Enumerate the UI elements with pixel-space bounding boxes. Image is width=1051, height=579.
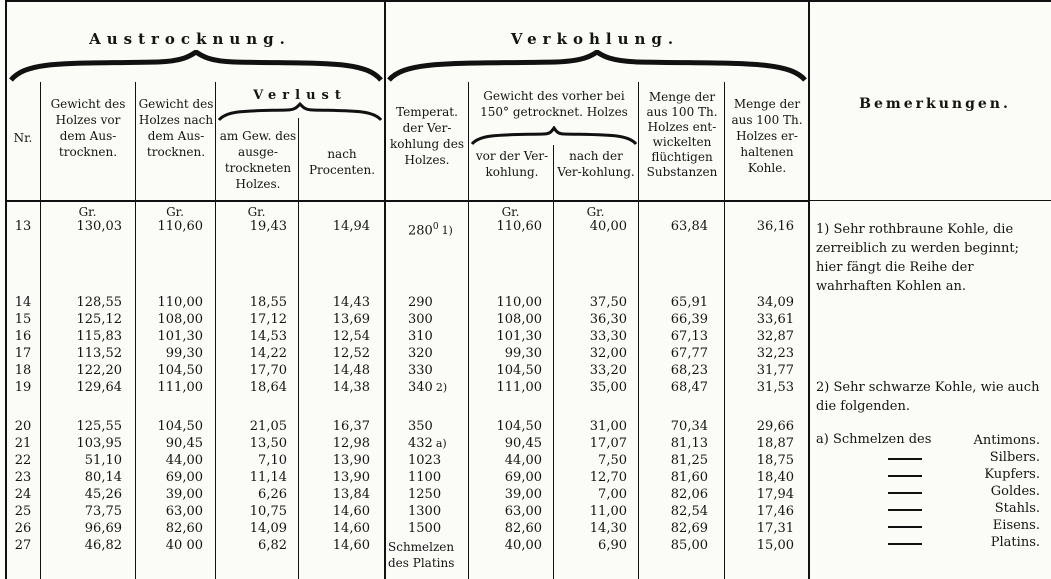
temperature-value: 432 [408, 436, 433, 451]
cell-temperature [408, 220, 453, 238]
cell-v1: 115,83 [76, 329, 122, 344]
cell-temperature [408, 437, 447, 451]
cell-m: 63,84 [670, 219, 708, 234]
header-nr: Nr. [13, 131, 33, 145]
cell-k: 17,46 [756, 504, 794, 519]
brace-verlust [217, 102, 383, 122]
cell-k: 18,87 [756, 436, 794, 451]
cell-v2: 99,30 [165, 346, 203, 361]
cell-v4: 12,52 [332, 346, 370, 361]
header-bemerkungen: Bemerkungen. [859, 96, 1011, 112]
cell-v2: 44,00 [165, 453, 203, 468]
metal-name: Silbers. [989, 450, 1040, 465]
cell-nr: 17 [14, 346, 32, 361]
cell-v3: 17,70 [249, 363, 287, 378]
cell-v1: 125,12 [76, 312, 122, 327]
cell-v1: 51,10 [84, 453, 122, 468]
remark-1: 1) Sehr rothbraune Kohle, die zerreiblich zu werden beginnt; hier fängt die Reihe der wahrhaften Kohlen an. [816, 222, 1019, 294]
unit-label: Gr. [586, 205, 605, 219]
footnote-ref: a) [435, 437, 447, 450]
temperature-value: 290 [408, 295, 433, 310]
cell-v3: 7,10 [258, 453, 287, 468]
cell-v4: 14,43 [332, 295, 370, 310]
cell-v1: 103,95 [76, 436, 122, 451]
cell-v3: 18,64 [249, 380, 287, 395]
cell-nr: 16 [14, 329, 32, 344]
cell-temperature [408, 522, 441, 536]
cell-k: 31,77 [756, 363, 794, 378]
cell-temperature [408, 454, 441, 468]
cell-v4: 13,90 [332, 470, 370, 485]
cell-temperature [408, 313, 433, 327]
cell-v2: 82,60 [165, 521, 203, 536]
cell-k: 31,53 [756, 380, 794, 395]
cell-v1: 46,82 [84, 538, 122, 553]
cell-v2: 108,00 [157, 312, 203, 327]
cell-v1: 128,55 [76, 295, 122, 310]
cell-b: 7,00 [598, 487, 627, 502]
degree-mark: 0 [432, 222, 439, 232]
top-rule [5, 0, 1051, 2]
cell-b: 33,20 [589, 363, 627, 378]
cell-nr: 22 [14, 453, 32, 468]
cell-m: 82,54 [670, 504, 708, 519]
cell-v1: 129,64 [76, 380, 122, 395]
cell-v1: 122,20 [76, 363, 122, 378]
cell-k: 34,09 [756, 295, 794, 310]
cell-v4: 12,98 [332, 436, 370, 451]
remark-2: 2) Sehr schwarze Kohle, wie auch die folgenden. [816, 380, 1040, 414]
temperature-value: Schmelzen des Platins [388, 540, 455, 570]
cell-v2: 69,00 [165, 470, 203, 485]
cell-m: 85,00 [670, 538, 708, 553]
cell-nr: 25 [14, 504, 32, 519]
group-verlust: Verlust [253, 88, 347, 103]
header-temperatur: Temperat. der Ver-kohlung des Holzes. [390, 105, 464, 167]
cell-k: 32,87 [756, 329, 794, 344]
cell-v1: 80,14 [84, 470, 122, 485]
footnote-ref: 2) [435, 381, 448, 394]
cell-m: 82,69 [670, 521, 708, 536]
cell-v3: 11,14 [249, 470, 287, 485]
metal-name: Eisens. [992, 518, 1040, 533]
temperature-value: 1023 [408, 453, 442, 468]
cell-v2: 111,00 [157, 380, 203, 395]
cell-v3: 14,22 [249, 346, 287, 361]
cell-v1: 125,55 [76, 419, 122, 434]
temperature-value: 1500 [408, 521, 442, 536]
ditto-dash [888, 543, 922, 545]
temperature-value: 1100 [408, 470, 442, 485]
header-gewicht-vor: Gewicht des Holzes vor dem Aus-trocknen. [50, 97, 126, 159]
section-rule [384, 0, 386, 579]
cell-v2: 110,00 [157, 295, 203, 310]
cell-nr: 13 [14, 219, 32, 234]
group-gewicht-vorher: Gewicht des vorher bei 150° getrocknet. Holzes [480, 89, 628, 119]
cell-v4: 12,54 [332, 329, 370, 344]
cell-v3: 6,26 [258, 487, 287, 502]
metal-name: Platins. [990, 535, 1040, 550]
cell-b: 12,70 [589, 470, 627, 485]
cell-m: 65,91 [670, 295, 708, 310]
cell-m: 68,47 [670, 380, 708, 395]
cell-temperature [408, 364, 433, 378]
cell-v2: 39,00 [165, 487, 203, 502]
header-am-gewicht: am Gew. des ausge-trockneten Holzes. [219, 129, 297, 191]
cell-v3: 10,75 [249, 504, 287, 519]
cell-b: 35,00 [589, 380, 627, 395]
cell-b: 7,50 [598, 453, 627, 468]
cell-nr: 26 [14, 521, 32, 536]
cell-temperature [408, 296, 433, 310]
cell-nr: 19 [14, 380, 32, 395]
temperature-value: 330 [408, 363, 433, 378]
metal-name: Kupfers. [984, 467, 1040, 482]
cell-v3: 17,12 [249, 312, 287, 327]
footnote-ref: 1) [441, 224, 453, 238]
cell-v1: 113,52 [76, 346, 122, 361]
cell-nr: 18 [14, 363, 32, 378]
cell-v2: 63,00 [165, 504, 203, 519]
brace-verkohlung [386, 50, 808, 84]
temperature-value: 320 [408, 346, 433, 361]
unit-label: Gr. [78, 205, 97, 219]
cell-temperature [408, 505, 441, 519]
cell-a: 63,00 [504, 504, 542, 519]
cell-k: 29,66 [756, 419, 794, 434]
cell-nr: 15 [14, 312, 32, 327]
cell-v2: 40 00 [165, 538, 203, 553]
cell-b: 37,50 [589, 295, 627, 310]
cell-v3: 6,82 [258, 538, 287, 553]
unit-label: Gr. [166, 205, 184, 219]
cell-a: 104,50 [496, 419, 542, 434]
cell-v3: 18,55 [249, 295, 287, 310]
cell-a: 82,60 [504, 521, 542, 536]
ditto-dash [888, 492, 922, 494]
header-bottom-rule [5, 200, 809, 202]
cell-a: 104,50 [496, 363, 542, 378]
ditto-dash [888, 458, 922, 460]
cell-a: 111,00 [496, 380, 542, 395]
cell-temperature [408, 347, 433, 361]
cell-k: 36,16 [756, 219, 794, 234]
cell-v1: 96,69 [84, 521, 122, 536]
cell-a: 101,30 [496, 329, 542, 344]
cell-nr: 20 [14, 419, 32, 434]
cell-v3: 21,05 [249, 419, 287, 434]
cell-b: 17,07 [589, 436, 627, 451]
cell-a: 40,00 [504, 538, 542, 553]
cell-temperature [408, 420, 433, 434]
temperature-value: 300 [408, 312, 433, 327]
cell-v4: 14,94 [332, 219, 370, 234]
cell-a: 110,60 [496, 219, 542, 234]
temperature-value: 1250 [408, 487, 442, 502]
section-rule [808, 0, 810, 579]
cell-b: 14,30 [589, 521, 627, 536]
temperature-value: 310 [408, 329, 433, 344]
cell-v3: 14,09 [249, 521, 287, 536]
group-austrocknung: Austrocknung. [89, 30, 291, 48]
cell-temperature [408, 471, 441, 485]
cell-v2: 104,50 [157, 363, 203, 378]
cell-a: 69,00 [504, 470, 542, 485]
unit-label: Gr. [247, 205, 266, 219]
ditto-dash [888, 475, 922, 477]
cell-v2: 110,60 [157, 219, 203, 234]
header-nach-verkohlung: nach der Ver-kohlung. [557, 149, 635, 179]
group-verkohlung: Verkohlung. [510, 30, 680, 48]
ditto-dash [888, 509, 922, 511]
ditto-dash [888, 526, 922, 528]
temperature-value: 280 [408, 223, 433, 239]
cell-m: 67,13 [670, 329, 708, 344]
cell-temperature [408, 381, 447, 395]
cell-m: 66,39 [670, 312, 708, 327]
cell-m: 68,23 [670, 363, 708, 378]
cell-v4: 13,84 [332, 487, 370, 502]
cell-temperature [388, 539, 468, 571]
cell-a: 39,00 [504, 487, 542, 502]
cell-v4: 14,48 [332, 363, 370, 378]
header-vor-verkohlung: vor der Ver-kohlung. [475, 149, 549, 179]
cell-v1: 45,26 [84, 487, 122, 502]
cell-temperature [408, 330, 433, 344]
cell-v4: 14,60 [332, 504, 370, 519]
metal-name: Antimons. [973, 433, 1040, 448]
metal-name: Stahls. [994, 501, 1040, 516]
cell-k: 32,23 [756, 346, 794, 361]
remark-a: a) Schmelzen des [816, 432, 932, 447]
cell-v4: 13,90 [332, 453, 370, 468]
cell-v1: 130,03 [76, 219, 122, 234]
cell-v4: 13,69 [332, 312, 370, 327]
unit-label: Gr. [501, 205, 520, 219]
cell-v2: 90,45 [165, 436, 203, 451]
cell-k: 17,94 [756, 487, 794, 502]
cell-b: 36,30 [589, 312, 627, 327]
cell-temperature [408, 488, 441, 502]
cell-a: 90,45 [504, 436, 542, 451]
cell-b: 11,00 [589, 504, 627, 519]
metal-name: Goldes. [990, 484, 1040, 499]
cell-m: 81,25 [670, 453, 708, 468]
cell-v3: 13,50 [249, 436, 287, 451]
cell-a: 110,00 [496, 295, 542, 310]
cell-k: 18,40 [756, 470, 794, 485]
cell-v4: 14,38 [332, 380, 370, 395]
temperature-value: 350 [408, 419, 433, 434]
cell-b: 31,00 [589, 419, 627, 434]
cell-v4: 16,37 [332, 419, 370, 434]
cell-v4: 14,60 [332, 538, 370, 553]
cell-m: 82,06 [670, 487, 708, 502]
cell-v3: 14,53 [249, 329, 287, 344]
cell-b: 32,00 [589, 346, 627, 361]
cell-v2: 104,50 [157, 419, 203, 434]
header-nach-procenten: nach Procenten. [308, 147, 376, 177]
cell-nr: 14 [14, 295, 32, 310]
cell-v4: 14,60 [332, 521, 370, 536]
temperature-value: 340 [408, 380, 433, 395]
cell-nr: 27 [14, 538, 32, 553]
cell-b: 6,90 [598, 538, 627, 553]
cell-nr: 23 [14, 470, 32, 485]
cell-a: 108,00 [496, 312, 542, 327]
cell-a: 44,00 [504, 453, 542, 468]
header-gewicht-nach: Gewicht des Holzes nach dem Aus-trocknen. [138, 97, 214, 159]
header-bottom-rule-right [808, 200, 1051, 201]
cell-m: 81,13 [670, 436, 708, 451]
cell-v3: 19,43 [249, 219, 287, 234]
cell-m: 70,34 [670, 419, 708, 434]
cell-k: 15,00 [756, 538, 794, 553]
cell-a: 99,30 [504, 346, 542, 361]
temperature-value: 1300 [408, 504, 442, 519]
cell-nr: 21 [14, 436, 32, 451]
cell-k: 17,31 [756, 521, 794, 536]
cell-v2: 101,30 [157, 329, 203, 344]
brace-austrocknung [8, 50, 384, 84]
cell-k: 33,61 [756, 312, 794, 327]
cell-b: 40,00 [589, 219, 627, 234]
cell-v1: 73,75 [84, 504, 122, 519]
header-menge-fluechtig: Menge der aus 100 Th. Holzes ent-wickelten flüchtigen Substanzen [646, 90, 718, 179]
cell-nr: 24 [14, 487, 32, 502]
cell-m: 81,60 [670, 470, 708, 485]
cell-m: 67,77 [670, 346, 708, 361]
brace-gewicht [470, 126, 638, 146]
cell-b: 33,30 [589, 329, 627, 344]
header-menge-kohle: Menge der aus 100 Th. Holzes er-haltenen Kohle. [731, 97, 803, 175]
cell-k: 18,75 [756, 453, 794, 468]
table-border-left [5, 0, 7, 579]
